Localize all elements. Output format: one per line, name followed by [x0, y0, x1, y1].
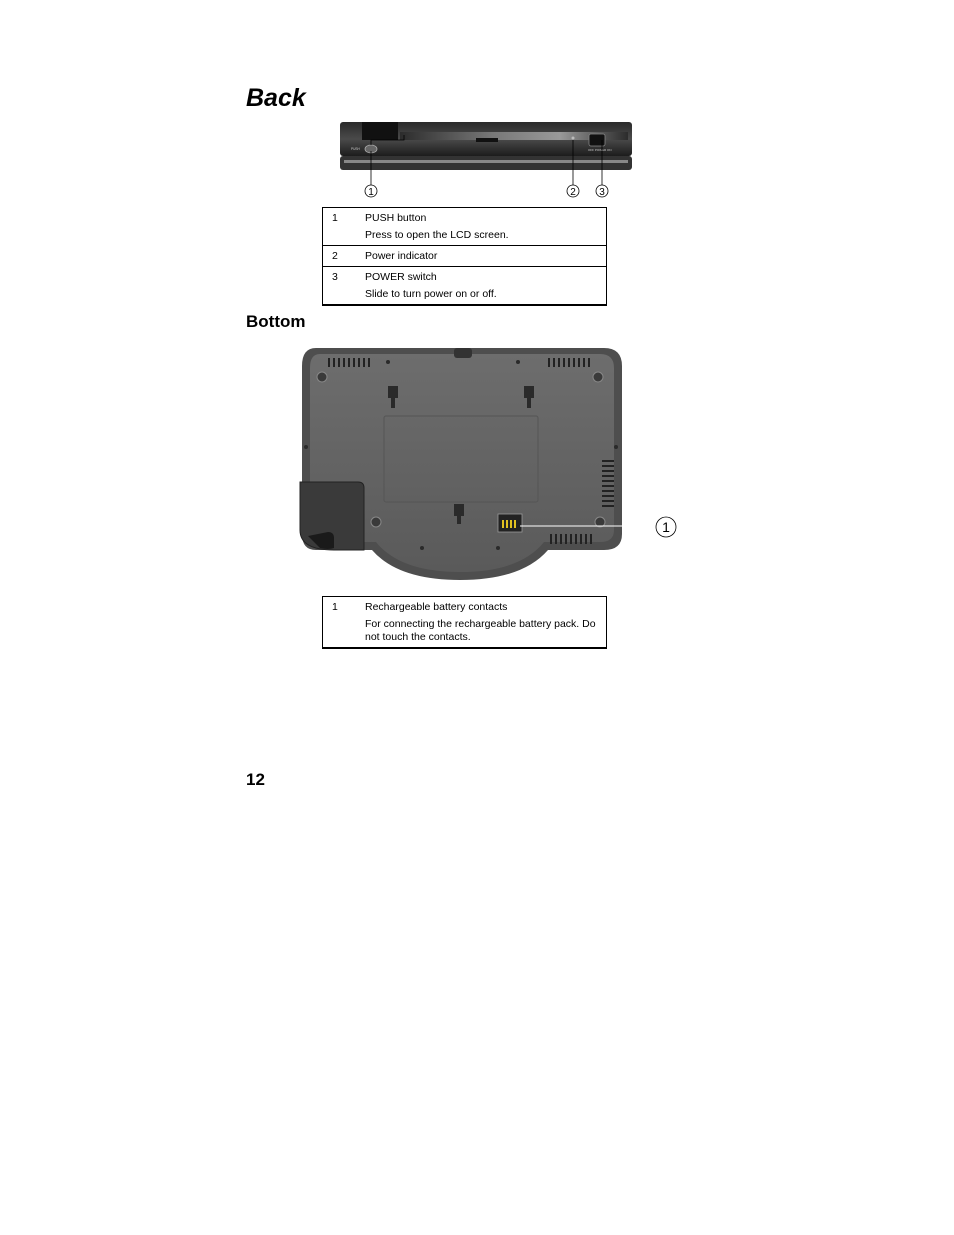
power-indicator-icon: [572, 137, 575, 140]
legend-row: [323, 208, 606, 246]
callout-number-1: 1: [368, 187, 374, 198]
page-number: 12: [246, 770, 265, 789]
callout-number-2: 2: [570, 187, 576, 198]
device-bottom-highlight: [344, 160, 628, 163]
legend-row-label: Power indicator: [365, 250, 438, 262]
device-back-illustration: [330, 118, 650, 202]
legend-row-description: For connecting the rechargeable battery pack. Do not touch the contacts.: [365, 618, 596, 643]
device-push-label: PUSH: [351, 147, 360, 151]
legend-row-label: POWER switch: [365, 271, 437, 283]
top-notch: [454, 348, 472, 358]
section-title-bottom: Bottom: [246, 312, 306, 331]
device-bottom-illustration: [298, 344, 682, 584]
device-power-label: OFF POWER ON: [588, 148, 612, 152]
legend-row-number: 3: [332, 271, 338, 283]
callout-number-3: 3: [599, 187, 605, 198]
bottom-legend-table: [322, 596, 607, 649]
legend-row-label: Rechargeable battery contacts: [365, 601, 508, 613]
hinge-block: [362, 122, 398, 140]
legend-row-number: 1: [332, 601, 338, 613]
vent-bottom-right: [550, 534, 592, 544]
legend-row-label: PUSH button: [365, 212, 427, 224]
callout-number-bottom-1: 1: [662, 519, 670, 535]
back-legend-table: [322, 207, 607, 306]
vent-top-right: [548, 358, 590, 367]
legend-row-number: 1: [332, 212, 338, 224]
legend-row: [323, 597, 606, 647]
legend-row-description: Press to open the LCD screen.: [365, 229, 509, 241]
vent-top-left: [328, 358, 370, 367]
section-title-back: Back: [246, 84, 306, 112]
center-slot: [476, 138, 498, 142]
legend-row-description: Slide to turn power on or off.: [365, 288, 497, 300]
power-switch-icon: [589, 134, 605, 146]
legend-row: [323, 246, 606, 267]
legend-row: [323, 267, 606, 304]
legend-row-number: 2: [332, 250, 338, 262]
